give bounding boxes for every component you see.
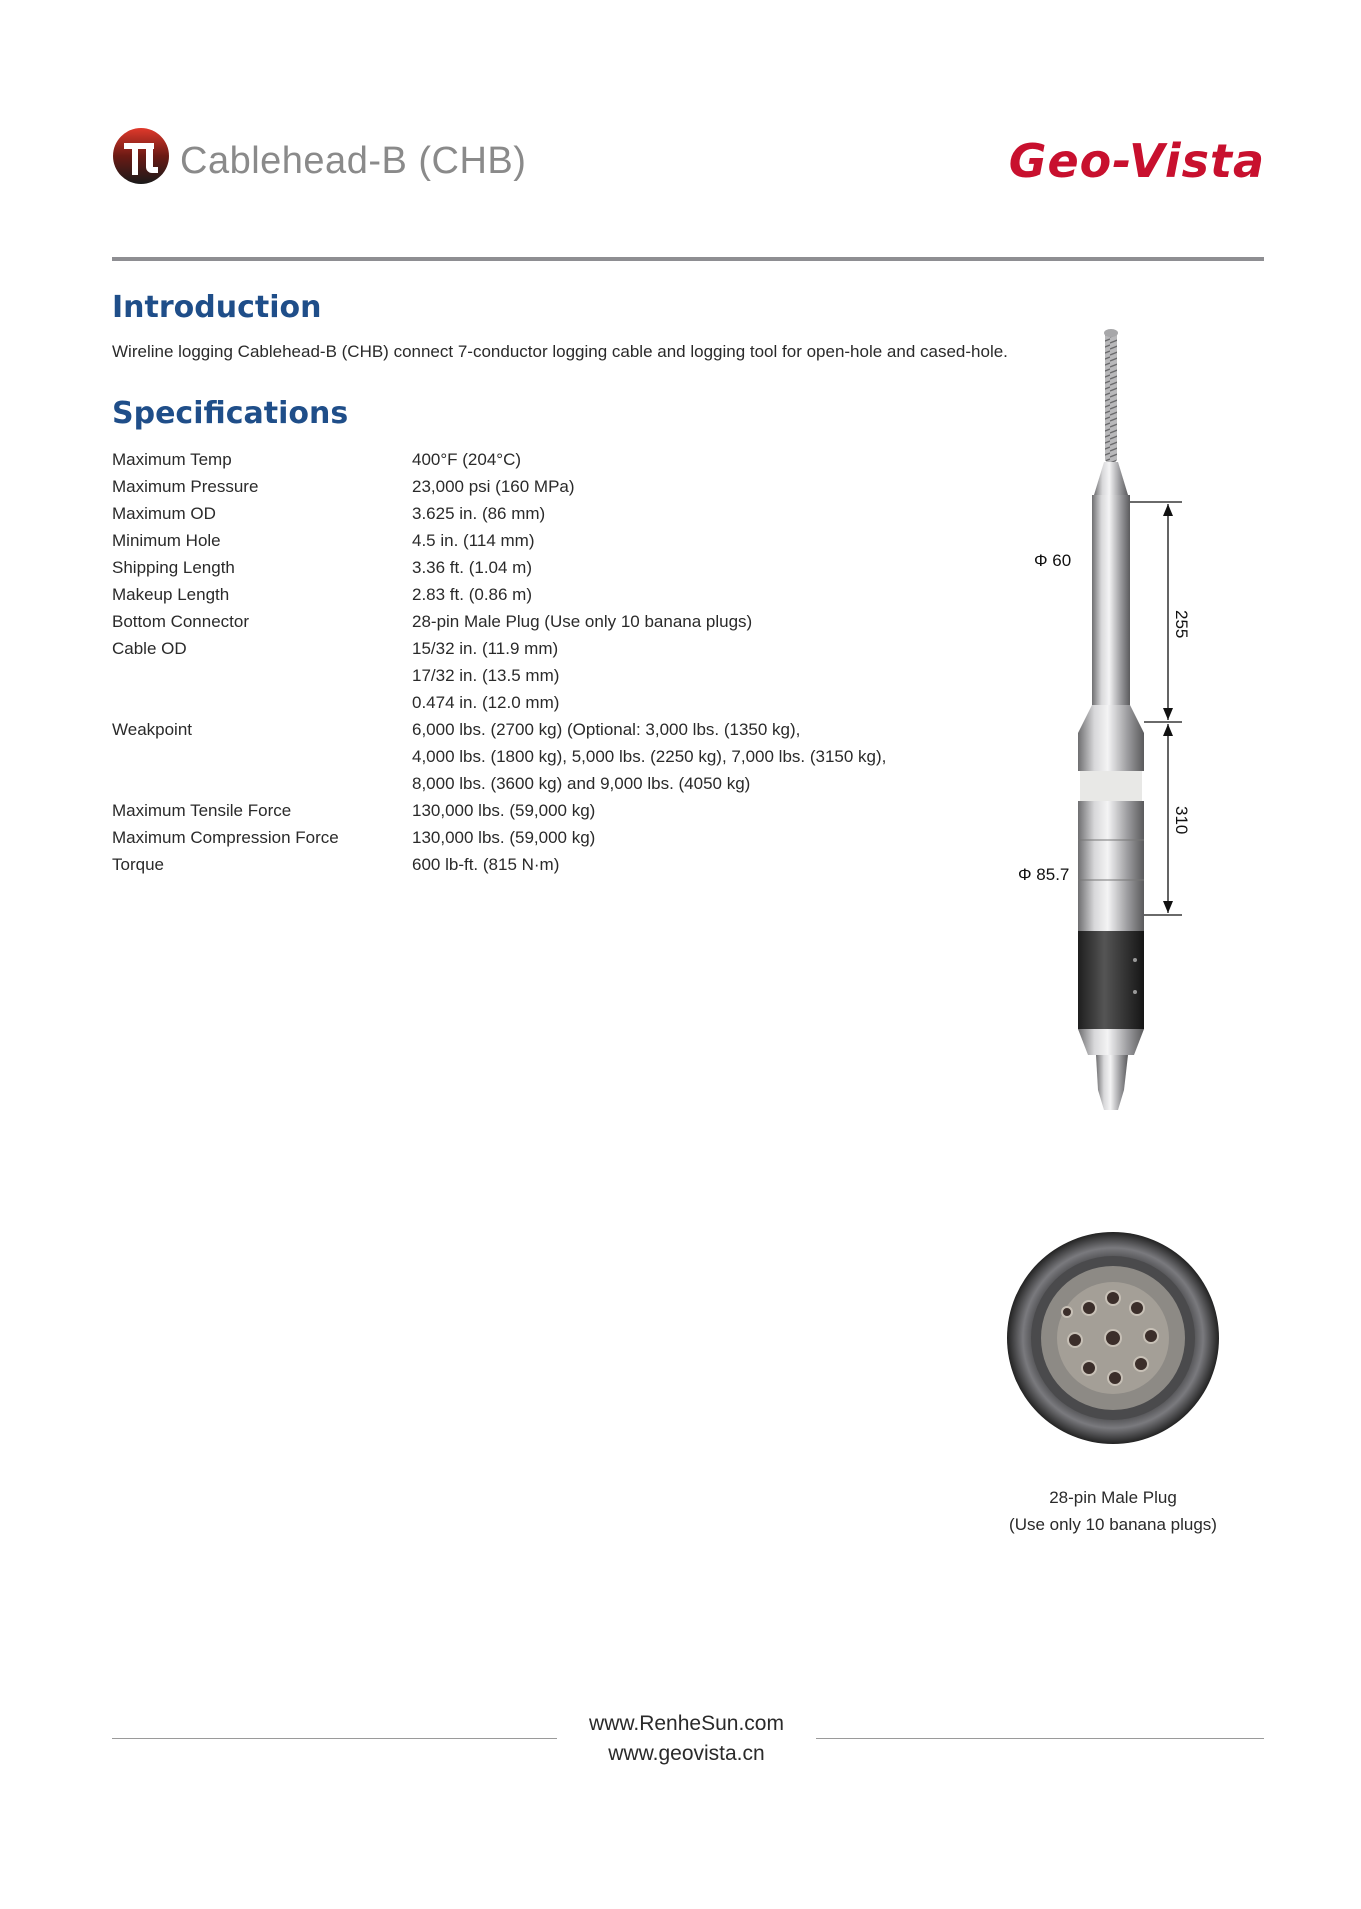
spec-label: Weakpoint — [112, 720, 193, 739]
spec-value: 4.5 in. (114 mm) — [412, 531, 535, 550]
plug-caption-line1: 28-pin Male Plug — [1049, 1488, 1177, 1507]
spec-value: 130,000 lbs. (59,000 kg) — [412, 828, 596, 847]
spec-row — [112, 446, 886, 473]
spec-row — [112, 716, 886, 797]
spec-label: Maximum Tensile Force — [112, 801, 292, 820]
spec-label: Maximum Compression Force — [112, 828, 339, 847]
spec-row — [112, 473, 886, 500]
spec-value: 4,000 lbs. (1800 kg), 5,000 lbs. (2250 kg), 7,000 lbs. (3150 kg), — [412, 747, 887, 766]
introduction-heading: Introduction — [112, 290, 322, 325]
spec-value: 6,000 lbs. (2700 kg) (Optional: 3,000 lbs. (1350 kg), — [412, 720, 801, 739]
footer-divider-right — [816, 1738, 1264, 1739]
footer-links — [557, 1709, 816, 1769]
specifications-table — [112, 446, 886, 878]
cablehead-tool-illustration — [1000, 320, 1240, 1120]
spec-value: 0.474 in. (12.0 mm) — [412, 693, 560, 712]
spec-value: 17/32 in. (13.5 mm) — [412, 666, 560, 685]
brand-logo: Geo-Vista — [1008, 134, 1265, 188]
spec-label: Makeup Length — [112, 585, 230, 604]
spec-row — [112, 500, 886, 527]
spec-label: Maximum Temp — [112, 450, 232, 469]
spec-value: 23,000 psi (160 MPa) — [412, 477, 575, 496]
header-divider — [112, 257, 1264, 261]
male-plug-illustration — [1003, 1228, 1223, 1448]
footer-link-geovista[interactable]: www.geovista.cn — [608, 1742, 765, 1765]
spec-value: 28-pin Male Plug (Use only 10 banana plugs) — [412, 612, 753, 631]
spec-label: Shipping Length — [112, 558, 235, 577]
spec-label: Torque — [112, 855, 164, 874]
introduction-text: Wireline logging Cablehead-B (CHB) connect 7-conductor logging cable and logging tool for open-hole and cased-hole. — [112, 342, 1008, 361]
footer-link-renhesun[interactable]: www.RenheSun.com — [589, 1712, 784, 1735]
footer-divider-left — [112, 1738, 557, 1739]
diameter-upper-label: Φ 60 — [1034, 551, 1072, 570]
spec-label: Maximum OD — [112, 504, 216, 523]
diameter-lower-label: Φ 85.7 — [1018, 865, 1070, 884]
spec-row — [112, 797, 886, 824]
spec-value: 3.36 ft. (1.04 m) — [412, 558, 532, 577]
spec-label: Cable OD — [112, 639, 187, 658]
spec-row — [112, 527, 886, 554]
spec-row — [112, 554, 886, 581]
spec-value: 130,000 lbs. (59,000 kg) — [412, 801, 596, 820]
document-title: Cablehead-B (CHB) — [180, 140, 527, 182]
spec-row — [112, 608, 886, 635]
spec-value: 8,000 lbs. (3600 kg) and 9,000 lbs. (4050 kg) — [412, 774, 751, 793]
spec-value: 400°F (204°C) — [412, 450, 522, 469]
length-upper-label: 255 — [1172, 610, 1191, 639]
spec-value: 3.625 in. (86 mm) — [412, 504, 546, 523]
plug-caption-line2: (Use only 10 banana plugs) — [1009, 1515, 1217, 1534]
spec-value: 600 lb-ft. (815 N·m) — [412, 855, 560, 874]
spec-label: Bottom Connector — [112, 612, 250, 631]
spec-row — [112, 581, 886, 608]
length-lower-label: 310 — [1172, 806, 1191, 835]
spec-value: 2.83 ft. (0.86 m) — [412, 585, 532, 604]
spec-row — [112, 635, 886, 716]
plug-caption — [990, 1484, 1236, 1538]
spec-label: Maximum Pressure — [112, 477, 259, 496]
spec-row — [112, 851, 886, 878]
specifications-heading: Specifications — [112, 396, 349, 431]
tl-logo-icon — [112, 127, 170, 185]
spec-value: 15/32 in. (11.9 mm) — [412, 639, 559, 658]
spec-label: Minimum Hole — [112, 531, 221, 550]
spec-row — [112, 824, 886, 851]
